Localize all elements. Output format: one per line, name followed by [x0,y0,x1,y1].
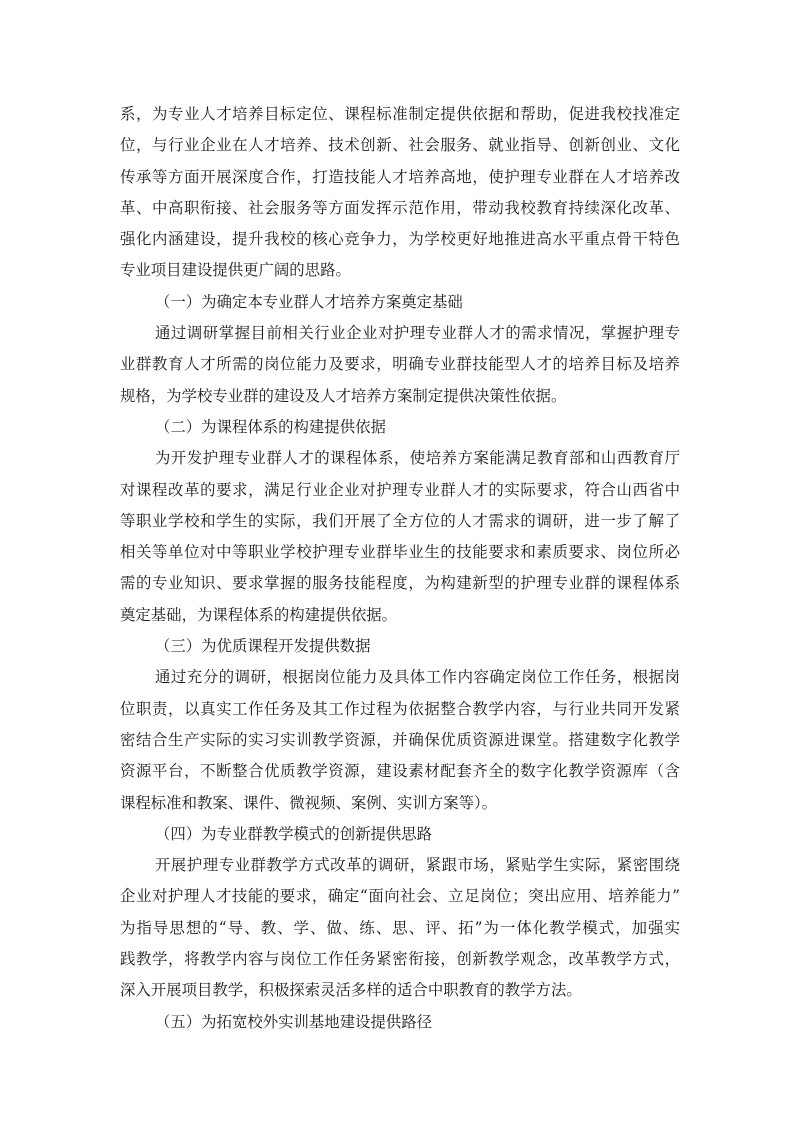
paragraph-1 [120,318,680,412]
text-line: 需的专业知识、要求掌握的服务技能程度，为构建新型的护理专业群的课程体系 [120,574,680,593]
text-line: 资源平台，不断整合优质教学资源，建设素材配套齐全的数字化教学资源库（含 [120,762,680,781]
text-line: 为指导思想的“导、教、学、做、练、思、评、拓”为一体化教学模式，加强实 [120,918,680,937]
paragraph-intro [120,99,680,287]
paragraph-4 [120,850,680,1006]
text-line: 深入开展项目教学，积极探索灵活多样的适合中职教育的教学方法。 [120,981,582,1000]
text-line: 专业项目建设提供更广阔的思路。 [120,261,351,280]
text-line: 为开发护理专业群人才的课程体系，使培养方案能满足教育部和山西教育厅 [155,449,680,468]
paragraph-3 [120,662,680,818]
text-line: 开展护理专业群教学方式改革的调研，紧跟市场，紧贴学生实际，紧密围绕 [155,856,680,875]
text-line: 位职责，以真实工作任务及其工作过程为依据整合教学内容，与行业共同开发紧 [120,699,680,718]
section-heading-2: （二）为课程体系的构建提供依据 [155,417,386,436]
text-line: 革、中高职衔接、社会服务等方面发挥示范作用，带动我校教育持续深化改革、 [120,198,680,217]
text-line: 业群教育人才所需的岗位能力及要求，明确专业群技能型人才的培养目标及培养 [120,355,680,374]
section-heading-4: （四）为专业群教学模式的创新提供思路 [155,824,433,843]
paragraph-2 [120,443,680,631]
text-line: 规格，为学校专业群的建设及人才培养方案制定提供决策性依据。 [120,386,567,405]
text-line: 密结合生产实际的实习实训教学资源，并确保优质资源进课堂。搭建数字化教学 [120,730,680,749]
text-line: 企业对护理人才技能的要求，确定“面向社会、立足岗位；突出应用、培养能力” [120,887,680,906]
text-line: 等职业学校和学生的实际，我们开展了全方位的人才需求的调研，进一步了解了 [120,511,680,530]
text-line: 强化内涵建设，提升我校的核心竞争力，为学校更好地推进高水平重点骨干特色 [120,230,680,249]
text-line: 通过充分的调研，根据岗位能力及具体工作内容确定岗位工作任务，根据岗 [155,668,680,687]
text-line: 课程标准和教案、课件、微视频、案例、实训方案等）。 [120,793,498,812]
text-line: 践教学，将教学内容与岗位工作任务紧密衔接，创新教学观念，改革教学方式， [120,950,680,969]
section-heading-5: （五）为拓宽校外实训基地建设提供路径 [155,1012,433,1031]
document-body [120,99,680,1038]
text-line: 传承等方面开展深度合作，打造技能人才培养高地，使护理专业群在人才培养改 [120,167,680,186]
text-line: 系，为专业人才培养目标定位、课程标准制定提供依据和帮助，促进我校找准定 [120,105,680,123]
text-line: 位，与行业企业在人才培养、技术创新、社会服务、就业指导、创新创业、文化 [120,136,680,155]
text-line: 相关等单位对中等职业学校护理专业群毕业生的技能要求和素质要求、岗位所必 [120,543,680,562]
section-heading-1: （一）为确定本专业群人才培养方案奠定基础 [155,292,463,311]
text-line: 通过调研掌握目前相关行业企业对护理专业群人才的需求情况，掌握护理专 [155,324,680,343]
section-heading-3: （三）为优质课程开发提供数据 [155,637,371,656]
text-line: 奠定基础，为课程体系的构建提供依据。 [120,605,398,624]
text-line: 对课程改革的要求，满足行业企业对护理专业群人才的实际要求，符合山西省中 [120,480,680,499]
